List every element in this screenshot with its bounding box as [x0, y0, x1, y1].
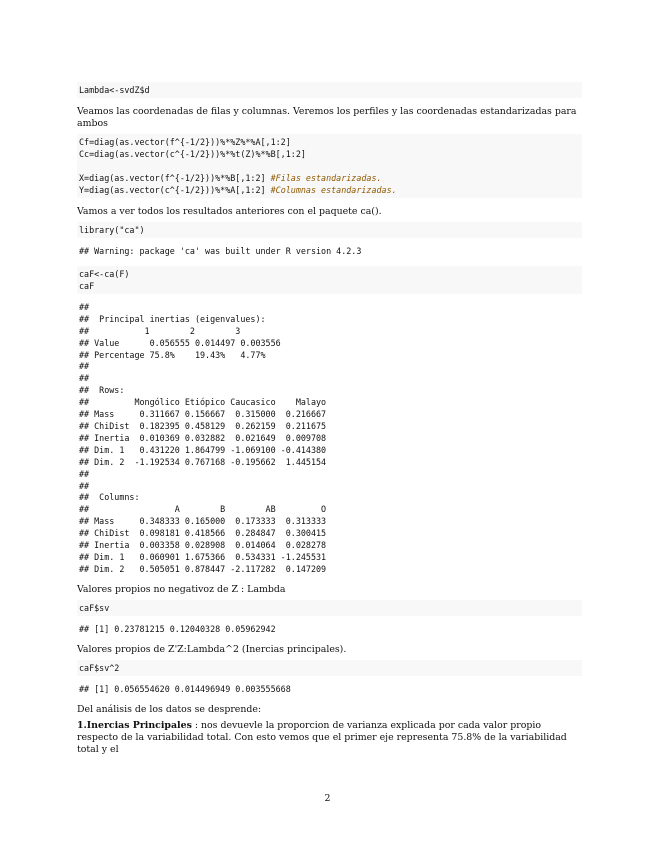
- code-cc: Cc=diag(as.vector(c^{-1/2}))%*%t(Z)%*%B[,1:2]: [79, 149, 306, 159]
- code-y: Y=diag(as.vector(c^{-1/2}))%*%A[,1:2]: [79, 185, 266, 195]
- inercias-heading: 1.Inercias Principales: [77, 719, 192, 731]
- paragraph-inercias: [77, 720, 582, 756]
- code-lambda: Lambda<-svdZ$d: [79, 85, 150, 95]
- inercias-text: : nos devuevle la proporcion de varianza explicada por cada valor propio respecto de la variabilidad total. Con esto vemos que el primer eje representa 75.8% de la variabilidad total y el: [77, 719, 567, 755]
- output-warning: ## Warning: package 'ca' was built under R version 4.2.3: [79, 246, 362, 256]
- code-block-sv2: [77, 660, 582, 676]
- output-sv: ## [1] 0.23781215 0.12040328 0.05962942: [79, 623, 276, 634]
- paragraph-perfiles: Veamos las coordenadas de filas y columnas. Veremos los perfiles y las coordenadas estandarizadas para ambos: [77, 106, 577, 129]
- code-cf: Cf=diag(as.vector(f^{-1/2}))%*%Z%*%A[,1:2]: [79, 137, 291, 147]
- code-caf: caF<-ca(F) caF: [79, 268, 130, 291]
- page-number: 2: [324, 793, 331, 804]
- paragraph-analisis: Del análisis de los datos se desprende:: [77, 703, 262, 715]
- code-x: X=diag(as.vector(f^{-1/2}))%*%B[,1:2]: [79, 173, 266, 183]
- paragraph-valores-zz: Valores propios de Z'Z:Lambda^2 (Inercias principales).: [77, 643, 347, 655]
- code-block-sv: [77, 600, 582, 616]
- comment-y: #Columnas estandarizadas.: [270, 185, 397, 195]
- code-library: library("ca"): [79, 225, 145, 235]
- code-block-lambda: [77, 82, 582, 98]
- code-sv2: caF$sv^2: [79, 662, 120, 673]
- code-block-coordenadas: [77, 134, 582, 198]
- code-sv: caF$sv: [79, 602, 110, 613]
- output-sv2: ## [1] 0.056554620 0.014496949 0.003555668: [79, 683, 291, 694]
- document-page: [77, 78, 582, 760]
- output-caf: ## ## Principal inertias (eigenvalues): ## 1 2 3 ## Value 0.056555 0.014497 0.003556 ## Percentage 75.8% 19.43% 4.77% ## ## ## Rows: ## Mongólico Etiópico Caucasico Malayo ## Mass 0.311667 0.156667 0.315000 0.216667 ## ChiDist 0.182395 0.458129 0.262159 0.211675 ## Inertia 0.010369 0.032882 0.021649 0.009708 ## Dim. 1 0.431220 1.864799 -1.069100 -0.414380 ## Dim. 2 -1.192534 0.767168 -0.195662 1.445154 ## ## ## Columns: ## A B AB O ## Mass 0.348333 0.165000 0.173333 0.313333 ## ChiDist 0.098181 0.418566 0.284847 0.300415 ## Inertia 0.003358 0.028908 0.014064 0.028278 ## Dim. 1 0.060901 1.675366 0.534331 -1.245531 ## Dim. 2 0.505051 0.878447 -2.117282 0.147209: [79, 301, 327, 574]
- paragraph-paquete: Vamos a ver todos los resultados anteriores con el paquete ca().: [77, 206, 382, 217]
- code-block-caf: [77, 266, 582, 294]
- code-block-library: [77, 222, 582, 238]
- paragraph-valores-propios: Valores propios no negativoz de Z : Lambda: [77, 583, 286, 595]
- comment-x: #Filas estandarizadas.: [270, 173, 382, 183]
